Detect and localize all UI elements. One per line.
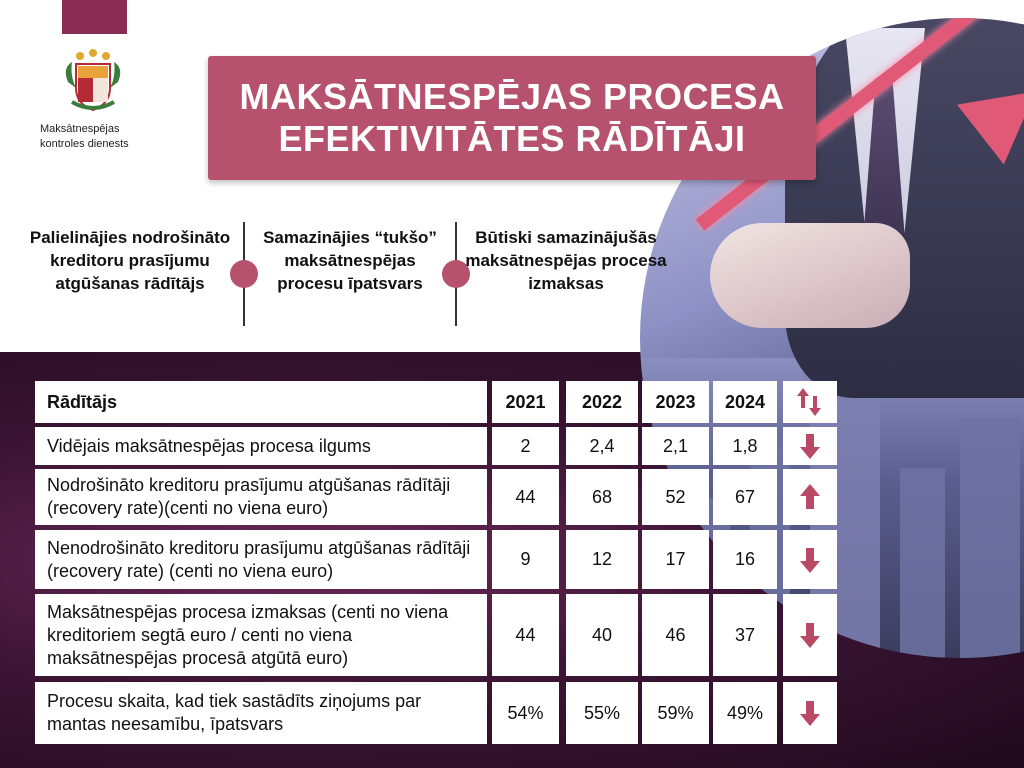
- table-cell: 2: [492, 427, 559, 465]
- title-line2: EFEKTIVITĀTES RĀDĪTĀJI: [278, 118, 746, 159]
- trend-cell: [783, 682, 837, 744]
- table-row-label: Maksātnespējas procesa izmaksas (centi no viena kreditoriem segtā euro / centi no viena maksātnespējas procesā atgūtā euro): [35, 594, 487, 676]
- table-cell: 46: [642, 594, 709, 676]
- trend-down-arrow-icon: [798, 699, 822, 727]
- table-cell: 68: [566, 469, 638, 525]
- table-cell: 44: [492, 469, 559, 525]
- table-row-label: Procesu skaita, kad tiek sastādīts ziņojums par mantas neesamību, īpatsvars: [35, 682, 487, 744]
- table-header-indicator: Rādītājs: [35, 381, 487, 423]
- table-cell: 37: [713, 594, 777, 676]
- table-cell: 16: [713, 530, 777, 589]
- table-cell: 49%: [713, 682, 777, 744]
- table-cell: 55%: [566, 682, 638, 744]
- highlight-recovery-rate: Palielinājies nodrošināto kreditoru prasījumu atgūšanas rādītājs: [29, 228, 231, 293]
- table-cell: 17: [642, 530, 709, 589]
- table-cell: 2,1: [642, 427, 709, 465]
- trend-cell: [783, 427, 837, 465]
- highlight-process-costs: Būtiski samazinājušās maksātnespējas procesa izmaksas: [465, 228, 667, 293]
- organization-name-line2: kontroles dienests: [40, 138, 129, 150]
- table-cell: 12: [566, 530, 638, 589]
- trend-cell: [783, 530, 837, 589]
- table-cell: 44: [492, 594, 559, 676]
- coat-of-arms-icon: [58, 48, 128, 114]
- table-cell: 54%: [492, 682, 559, 744]
- table-header-year: 2021: [492, 381, 559, 423]
- table-cell: 52: [642, 469, 709, 525]
- table-cell: 1,8: [713, 427, 777, 465]
- table-row-label: Nenodrošināto kreditoru prasījumu atgūšanas rādītāji (recovery rate) (centi no viena euro): [35, 530, 487, 589]
- title-banner: [208, 56, 816, 180]
- organization-name-line1: Maksātnespējas: [40, 123, 120, 135]
- table-row-label: Nodrošināto kreditoru prasījumu atgūšanas rādītāji (recovery rate)(centi no viena euro): [35, 469, 487, 525]
- trend-cell: [783, 469, 837, 525]
- table-cell: 2,4: [566, 427, 638, 465]
- table-header-trend: [783, 381, 837, 423]
- table-cell: 40: [566, 594, 638, 676]
- hand: [710, 223, 910, 328]
- trend-cell: [783, 594, 837, 676]
- table-cell: 59%: [642, 682, 709, 744]
- trend-down-arrow-icon: [798, 621, 822, 649]
- trend-down-arrow-icon: [798, 432, 822, 460]
- trend-down-arrow-icon: [798, 546, 822, 574]
- organization-logo: [40, 48, 150, 152]
- trend-up-arrow-icon: [798, 483, 822, 511]
- page-title: [239, 76, 784, 160]
- table-header-year: 2022: [566, 381, 638, 423]
- table-cell: 67: [713, 469, 777, 525]
- table-cell: 9: [492, 530, 559, 589]
- highlight-empty-processes: Samazinājies “tukšo” maksātnespējas procesu īpatsvars: [263, 228, 437, 293]
- top-accent-bar: [62, 0, 127, 34]
- title-line1: MAKSĀTNESPĒJAS PROCESA: [239, 76, 785, 117]
- up-down-arrows-icon: [796, 386, 824, 418]
- table-header-year: 2024: [713, 381, 777, 423]
- table-row-label: Vidējais maksātnespējas procesa ilgums: [35, 427, 487, 465]
- table-header-year: 2023: [642, 381, 709, 423]
